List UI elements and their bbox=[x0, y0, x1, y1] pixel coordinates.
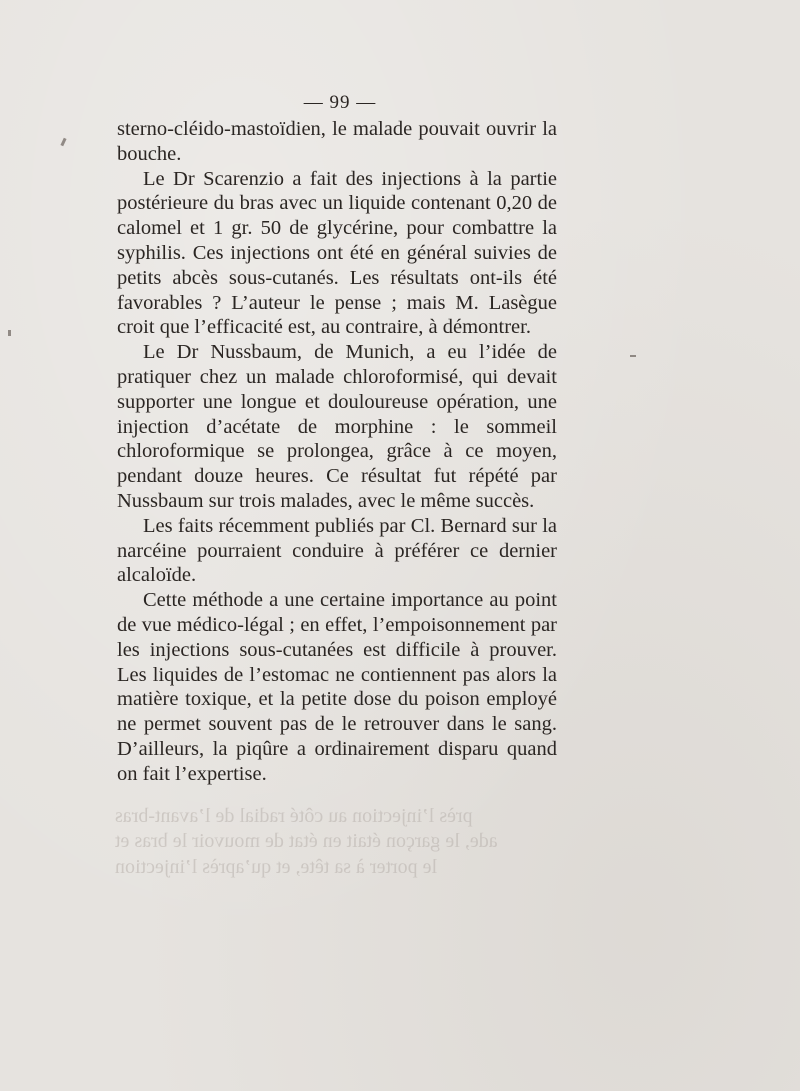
margin-mark bbox=[60, 138, 66, 147]
paragraph: Le Dr Nussbaum, de Munich, a eu l’idée de pratiquer chez un malade chloroformisé, qui devait supporter une longue et douloureuse opération, une injection d’acétate de morphine : le sommeil chloroformique se prolongea, grâce à ce moyen, pendant douze heures. Ce résultat fut répété par Nussbaum sur trois malades, avec le même succès. bbox=[117, 341, 557, 512]
margin-mark bbox=[630, 355, 636, 357]
paragraph: Le Dr Scarenzio a fait des injections à la partie postérieure du bras avec un liquide contenant 0,20 de calomel et 1 gr. 50 de glycérine, pour combattre la syphilis. Ces injections ont été en général suivies de petits abcès sous-cutanés. Les résultats ont-ils été favorables ? L’auteur le pense ; mais M. Lasègue croit que l’efficacité est, au contraire, à démontrer. bbox=[117, 167, 557, 339]
bleed-through-text: près l’injection au côté radial de l’avant-bras bbox=[115, 805, 473, 827]
body-text bbox=[117, 117, 557, 787]
paragraph: Cette méthode a une certaine importance au point de vue médico-légal ; en effet, l’empoisonnement par les injections sous-cutanées est difficile à prouver. Les liquides de l’estomac ne contiennent pas alors la matière toxique, et la petite dose du poison employé ne permet souvent pas de le retrouver dans le sang. D’ailleurs, la piqûre a ordinairement disparu quand on fait l’expertise. bbox=[117, 589, 557, 785]
paragraph: Les faits récemment publiés par Cl. Bernard sur la narcéine pourraient conduire à préférer ce dernier alcaloïde. bbox=[117, 514, 557, 587]
bleed-through-text: le porter à sa tête, et qu’après l’injection bbox=[115, 856, 438, 878]
bleed-through-text: ade, le garçon était en état de mouvoir le bras et bbox=[115, 830, 498, 852]
margin-mark bbox=[8, 330, 11, 336]
paragraph: sterno-cléido-mastoïdien, le malade pouvait ouvrir la bouche. bbox=[117, 118, 557, 165]
page-number: — 99 — bbox=[303, 92, 377, 113]
